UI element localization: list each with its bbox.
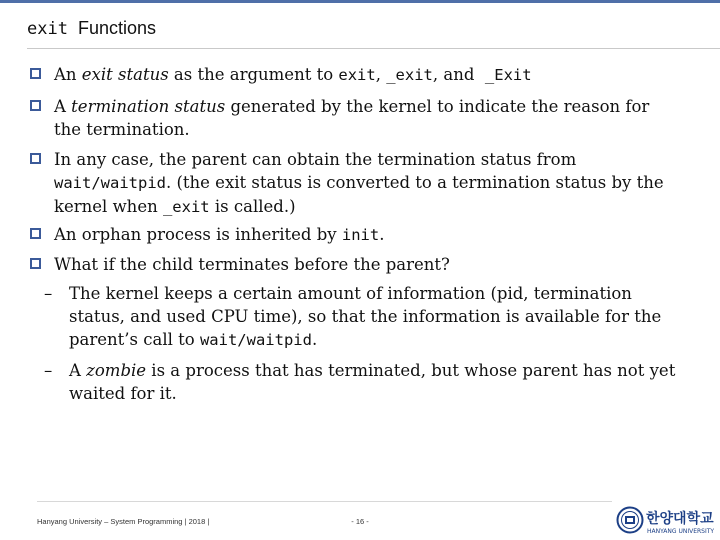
university-logo — [616, 506, 716, 536]
sub-bullet-kernel-keeps-info — [44, 282, 684, 352]
emphasis-termination-status: termination status — [71, 97, 226, 116]
dash-bullet-icon: – — [44, 361, 53, 380]
code-wait-waitpid: wait/waitpid — [199, 331, 312, 349]
code-exit: exit — [338, 66, 376, 84]
bullet-termination-status — [30, 95, 680, 141]
footer-text: Hanyang University – System Programming | 2018 | — [37, 517, 210, 526]
text-run: The kernel keeps a certain amount of information (pid, termination status, and used CPU time), so that the information is available for the parent’s call to — [69, 284, 662, 349]
text-run: An orphan process is inherited by — [54, 225, 342, 244]
text-run: as the argument to — [168, 65, 339, 84]
text-run: A — [69, 361, 87, 380]
logo-korean-text: 한양대학교 — [646, 511, 714, 527]
text-run: . — [311, 330, 318, 349]
top-accent-rule — [0, 0, 720, 3]
bullet-parent-obtain-status — [30, 148, 680, 219]
code-underscore-Exit: _Exit — [484, 66, 532, 84]
code-underscore-exit: _exit — [386, 66, 433, 84]
square-bullet-icon — [30, 68, 41, 79]
square-bullet-icon — [30, 100, 41, 111]
text-run: , — [375, 65, 387, 84]
square-bullet-icon — [30, 228, 41, 239]
slide-title — [27, 18, 156, 39]
title-text: Functions — [77, 18, 157, 38]
text-run: is a process that has terminated, but whose parent has not yet waited for it. — [69, 361, 676, 403]
text-run: , and — [432, 65, 480, 84]
text-run: is called.) — [209, 197, 296, 216]
emphasis-zombie: zombie — [86, 361, 147, 380]
code-init: init — [341, 226, 380, 244]
title-code: exit — [27, 19, 68, 39]
sub-bullet-zombie-definition — [44, 359, 684, 405]
text-run: What if the child terminates before the parent? — [54, 255, 450, 274]
university-seal-icon — [616, 506, 716, 536]
dash-bullet-icon: – — [44, 284, 53, 303]
logo-english-text: HANYANG UNIVERSITY — [647, 528, 715, 535]
square-bullet-icon — [30, 258, 41, 269]
footer-divider — [37, 501, 612, 502]
title-divider — [27, 48, 720, 49]
bullet-exit-status — [30, 63, 680, 87]
code-wait-waitpid: wait/waitpid — [54, 174, 166, 192]
square-bullet-icon — [30, 153, 41, 164]
text-run: . — [379, 225, 385, 244]
page-number: - 16 - — [351, 517, 369, 526]
code-underscore-exit: _exit — [162, 198, 210, 216]
bullet-child-terminates-first — [30, 253, 680, 276]
emphasis-exit-status: exit status — [81, 65, 169, 84]
text-run: . (the exit status is converted to a termination status by the kernel when — [54, 173, 664, 216]
bullet-orphan-process — [30, 223, 680, 247]
text-run: In any case, the parent can obtain the termination status from — [54, 150, 577, 169]
text-run: A — [54, 97, 72, 116]
text-run: An — [54, 65, 82, 84]
text-run: generated by the kernel to indicate the reason for the termination. — [54, 97, 650, 139]
